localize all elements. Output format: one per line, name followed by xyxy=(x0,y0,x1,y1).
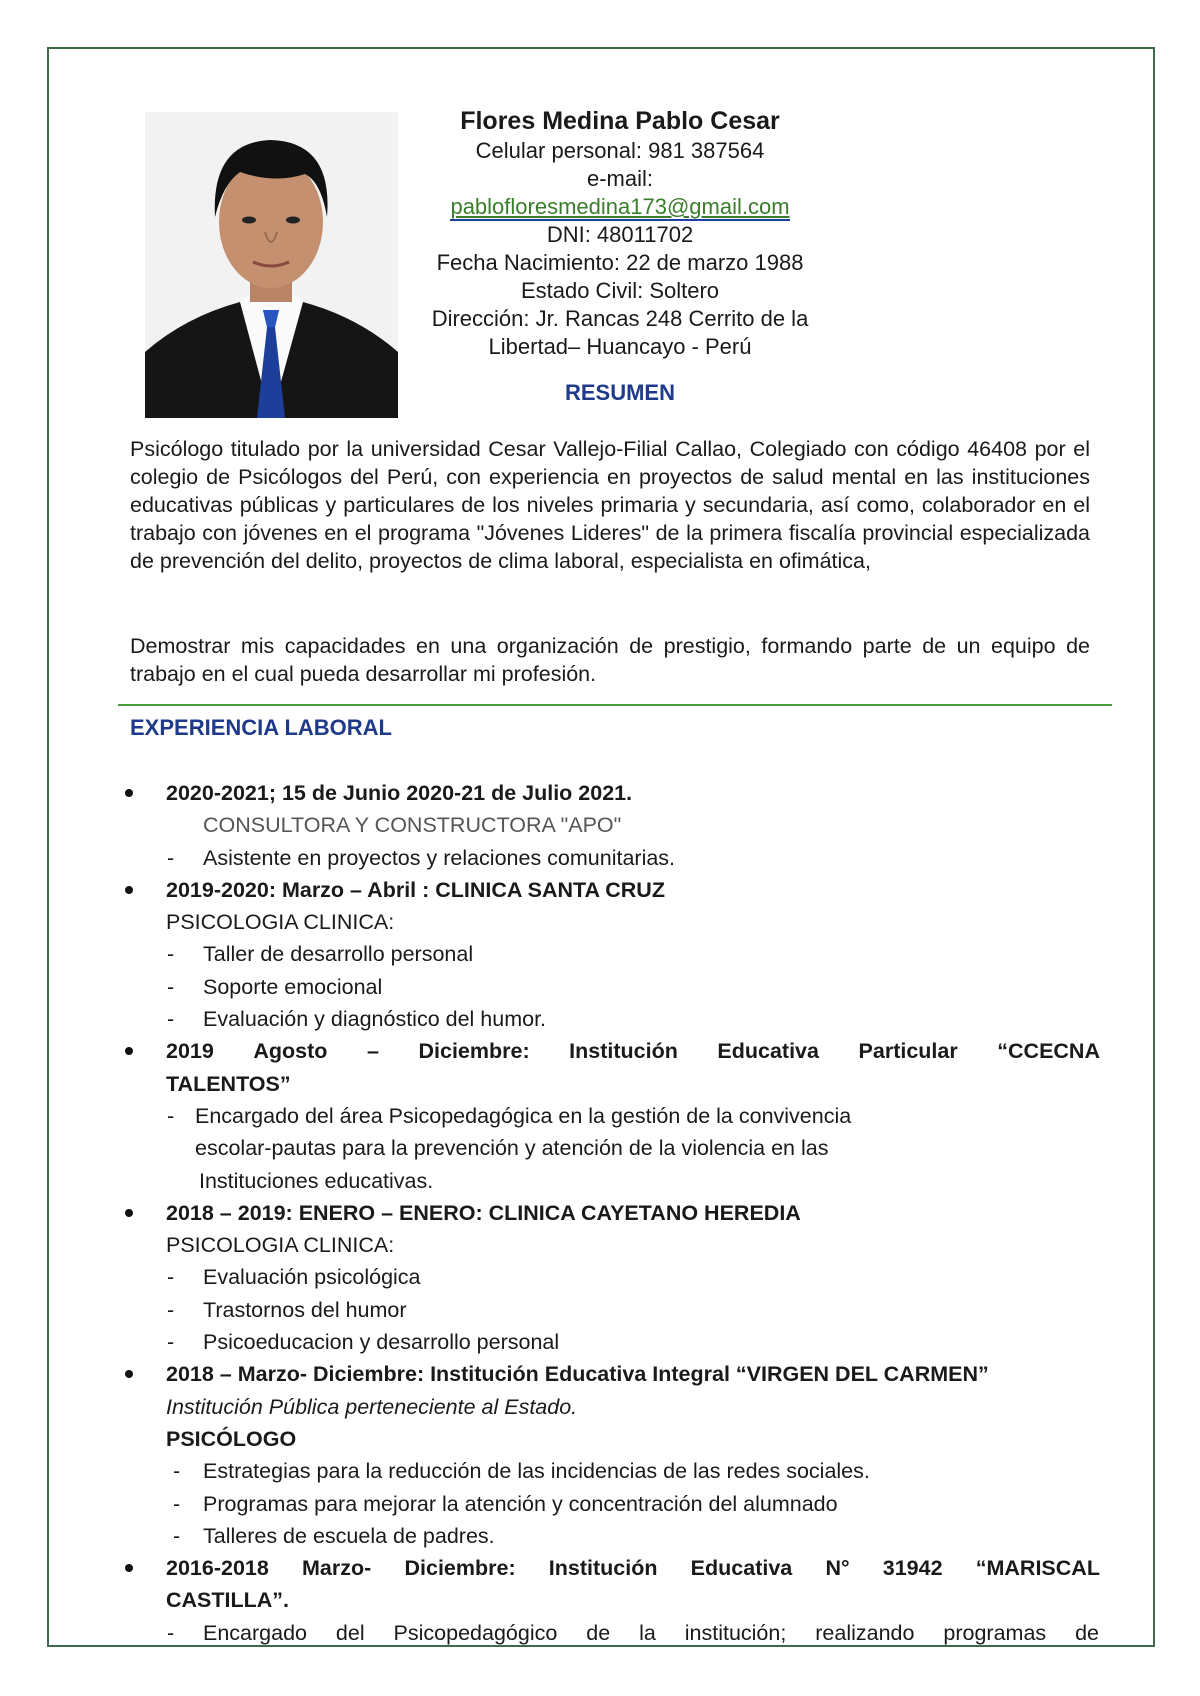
dash-icon: - xyxy=(167,942,175,967)
bullet-icon xyxy=(125,789,133,797)
note: Institución Pública perteneciente al Estado. xyxy=(166,1394,578,1419)
bullet-icon xyxy=(125,886,133,894)
dash-icon: - xyxy=(167,1007,175,1032)
dash-icon: - xyxy=(167,1103,175,1128)
resumen-paragraph-2: Demostrar mis capacidades en una organización de prestigio, formando parte de un equipo de trabajo en el cual pueda desarrollar mi profesión. xyxy=(130,634,1090,686)
contact-block xyxy=(400,105,840,361)
dash-icon: - xyxy=(167,845,175,870)
area: PSICOLOGIA CLINICA: xyxy=(166,910,395,935)
area: PSICOLOGIA CLINICA: xyxy=(166,1233,395,1258)
email-link[interactable]: pablofloresmedina173@gmail.com xyxy=(450,194,790,219)
role: PSICÓLOGO xyxy=(166,1426,297,1451)
profile-photo xyxy=(145,112,398,418)
job6-heading: 2016-2018 Marzo- Diciembre: Institución Educativa N° 31942 “MARISCAL xyxy=(166,1556,1100,1581)
list-item: 2020-2021; 15 de Junio 2020-21 de Julio 2021. xyxy=(125,777,1100,809)
dash-icon: - xyxy=(167,1620,175,1645)
civil-status: Estado Civil: Soltero xyxy=(520,278,720,303)
dash-icon: - xyxy=(167,974,175,999)
candidate-name: Flores Medina Pablo Cesar xyxy=(460,107,780,135)
email-label: e-mail: xyxy=(586,166,653,191)
list-item xyxy=(125,1035,1100,1067)
address-line-2: Libertad– Huancayo - Perú xyxy=(488,334,752,359)
section-divider xyxy=(118,704,1112,706)
dash-icon: - xyxy=(167,1265,175,1290)
job6-item: Encargado del Psicopedagógico de la institución; realizando programas de xyxy=(203,1620,1099,1645)
dash-icon: - xyxy=(173,1523,181,1548)
dash-icon: - xyxy=(167,1330,175,1355)
bullet-icon xyxy=(125,1209,133,1217)
resumen-paragraph-1: Psicólogo titulado por la universidad Cesar Vallejo-Filial Callao, Colegiado con código 46408 por el colegio de Psicólogos del Perú, con experiencia en proyectos de salud mental en las instituciones educativas públicas y particulares de los niveles primaria y secundaria, así como, colaborador en el trabajo con jóvenes en el programa "Jóvenes Lideres" de la primera fiscalía provincial especializada de prevención del delito, proyectos de clima laboral, especialista en ofimática, xyxy=(130,437,1090,573)
experience-title: EXPERIENCIA LABORAL xyxy=(130,715,392,740)
list-item: 2018 – Marzo- Diciembre: Institución Educativa Integral “VIRGEN DEL CARMEN” xyxy=(125,1358,1100,1390)
dni: DNI: 48011702 xyxy=(546,222,694,247)
dash-icon: - xyxy=(173,1459,181,1484)
company: CONSULTORA Y CONSTRUCTORA "APO" xyxy=(203,813,622,838)
bullet-icon xyxy=(125,1564,133,1572)
job3-heading: 2019 Agosto – Diciembre: Institución Educativa Particular “CCECNA xyxy=(166,1039,1100,1064)
list-item: 2018 – 2019: ENERO – ENERO: CLINICA CAYETANO HEREDIA xyxy=(125,1197,1100,1229)
phone: Celular personal: 981 387564 xyxy=(475,138,765,163)
bullet-icon xyxy=(125,1370,133,1378)
experience-list: 2020-2021; 15 de Junio 2020-21 de Julio 2021. CONSULTORA Y CONSTRUCTORA "APO" - Asistente en proyectos y relaciones comunitarias. 2019-2020: Marzo – Abril : CLINICA SANTA CRUZ PSICOLOGIA CLINICA: - Taller de desarrollo personal - Soporte emocional - Evaluación y diagnóstico del humor. 2019 Agosto – Diciembre: Institución Educativa Particular “CCECNA TALENTOS” - Encargado del área Psicopedagógica en la gestión de la convivencia escolar-pautas para la prevención y atención de la violencia en las Instituciones educativas. 2018 – 2019: ENERO – ENERO: CLINICA CAYETANO HEREDIA PSICOLOGIA CLINICA: - Evaluación psicológica - Trastornos del humor - Psicoeducacion y desarrollo personal 2018 – Marzo- Diciembre: Institución Educativa Integral “VIRGEN DEL CARMEN” Institución Pública perteneciente al Estado. PSICÓLOGO - Estrategias para la reducción de las incidencias de las redes sociales. - Programas para mejorar la atención y concentración del alumnado - Talleres de escuela de padres. 2016-2018 Marzo- Diciembre: Institución Educativa N° 31942 “MARISCAL CASTILLA”. - Encargado del Psicopedagógico de la institución; realizando programas de xyxy=(125,777,1100,1649)
dash-icon: - xyxy=(167,1297,175,1322)
birth-date: Fecha Nacimiento: 22 de marzo 1988 xyxy=(436,250,804,275)
list-item: 2019-2020: Marzo – Abril : CLINICA SANTA CRUZ xyxy=(125,874,1100,906)
list-item xyxy=(125,1552,1100,1584)
address-line-1: Dirección: Jr. Rancas 248 Cerrito de la xyxy=(431,306,809,331)
resumen-title: RESUMEN xyxy=(564,380,675,405)
dash-icon: - xyxy=(173,1491,181,1516)
bullet-icon xyxy=(125,1047,133,1055)
